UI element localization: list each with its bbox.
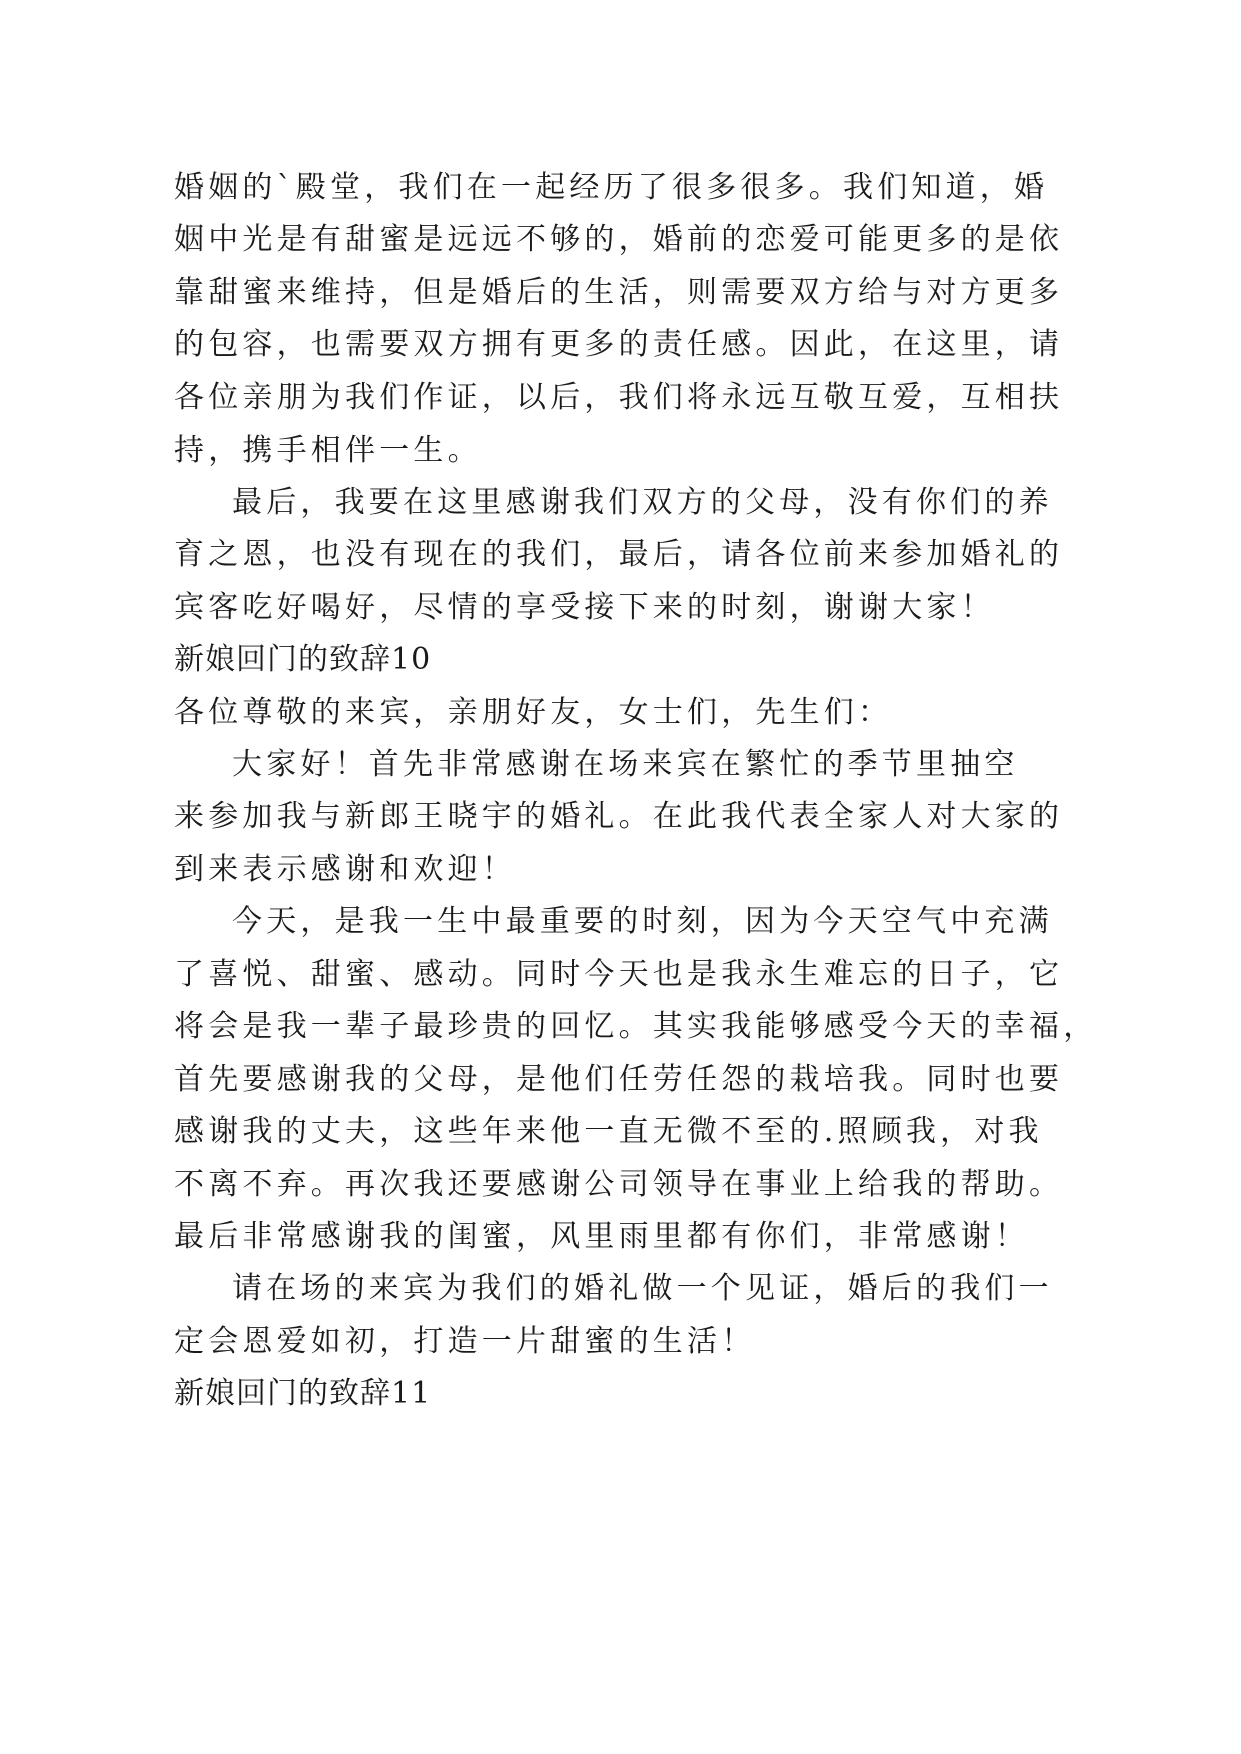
- body-text-line: 定会恩爱如初，打造一片甜蜜的生活！: [174, 1324, 756, 1359]
- body-text-line: 最后非常感谢我的闺蜜，风里雨里都有你们，非常感谢！: [174, 1219, 1029, 1254]
- body-text-line: 宾客吃好喝好，尽情的享受接下来的时刻，谢谢大家！: [174, 590, 995, 625]
- paragraph-first-line: 大家好！首先非常感谢在场来宾在繁忙的季节里抽空: [232, 747, 1019, 782]
- body-text-line: 了喜悦、甜蜜、感动。同时今天也是我永生难忘的日子，它: [174, 957, 1064, 992]
- body-text-line: 持，携手相伴一生。: [174, 433, 482, 468]
- body-text-line: 婚姻的`殿堂，我们在一起经历了很多很多。我们知道，婚: [174, 170, 1049, 205]
- body-text-line: 各位亲朋为我们作证，以后，我们将永远互敬互爱，互相扶: [174, 380, 1064, 415]
- body-text-line: 将会是我一辈子最珍贵的回忆。其实我能够感受今天的幸福，: [174, 1009, 1098, 1044]
- salutation-line: 各位尊敬的来宾，亲朋好友，女士们，先生们：: [174, 695, 893, 730]
- body-text-line: 靠甜蜜来维持，但是婚后的生活，则需要双方给与对方更多: [174, 275, 1064, 310]
- body-text-line: 育之恩，也没有现在的我们，最后，请各位前来参加婚礼的: [174, 537, 1064, 572]
- paragraph-first-line: 今天，是我一生中最重要的时刻，因为今天空气中充满: [232, 904, 1053, 939]
- body-text-line: 不离不弃。再次我还要感谢公司领导在事业上给我的帮助。: [174, 1167, 1064, 1202]
- body-text-line: 姻中光是有甜蜜是远远不够的，婚前的恋爱可能更多的是依: [174, 222, 1064, 257]
- body-text-line: 首先要感谢我的父母，是他们任劳任怨的栽培我。同时也要: [174, 1062, 1064, 1097]
- paragraph-first-line: 请在场的来宾为我们的婚礼做一个见证，婚后的我们一: [232, 1271, 1053, 1306]
- body-text-line: 到来表示感谢和欢迎！: [174, 852, 516, 887]
- paragraph-first-line: 最后，我要在这里感谢我们双方的父母，没有你们的养: [232, 485, 1053, 520]
- body-text-line: 来参加我与新郎王晓宇的婚礼。在此我代表全家人对大家的: [174, 799, 1064, 834]
- section-heading: 新娘回门的致辞11: [174, 1376, 432, 1411]
- body-text-line: 的包容，也需要双方拥有更多的责任感。因此，在这里，请: [174, 327, 1064, 362]
- section-heading: 新娘回门的致辞10: [174, 642, 432, 677]
- body-text-line: 感谢我的丈夫，这些年来他一直无微不至的.照顾我，对我: [174, 1114, 1043, 1149]
